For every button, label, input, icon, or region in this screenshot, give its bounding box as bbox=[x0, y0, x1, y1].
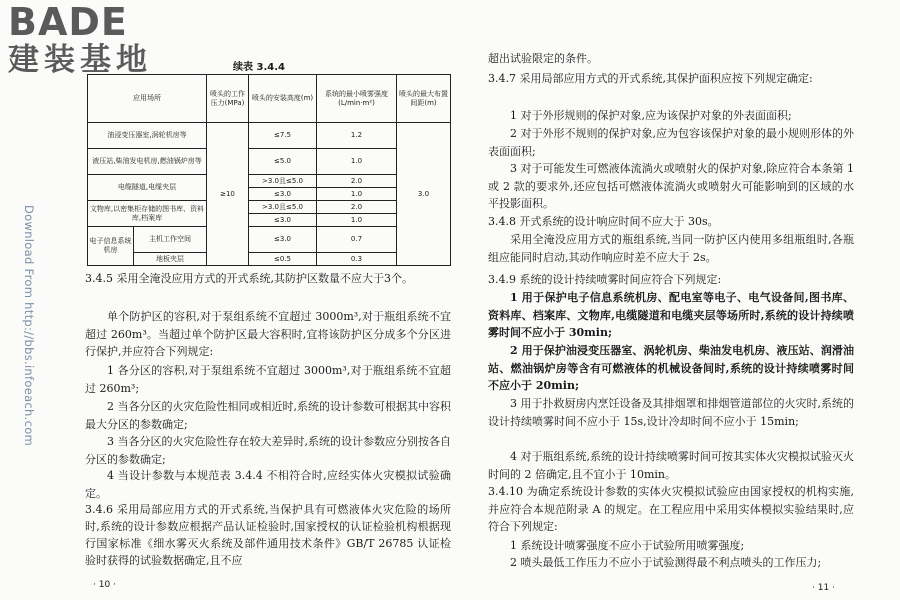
list-item: 1 用于保护电子信息系统机房、配电室等电子、电气设备间,图书库、资料库、档案库、文物库,电缆隧道和电缆夹层等场所时,系统的设计持续喷雾时间不应小于 30min; bbox=[488, 291, 854, 339]
cell-place: 电缆隧道,电缆夹层 bbox=[88, 175, 207, 201]
list-item: 1 系统设计喷雾强度不应小于试验所用喷雾强度; bbox=[510, 539, 745, 552]
paragraph: 超出试验限定的条件。 bbox=[488, 52, 598, 65]
table-header-row bbox=[88, 75, 451, 123]
clause-3-4-9: 3.4.9 系统的设计持续喷雾时间应符合下列规定: bbox=[488, 273, 722, 286]
clause-3-4-7: 3.4.7 采用局部应用方式的开式系统,其保护面积应按下列规定确定: bbox=[488, 72, 813, 85]
header-place: 应用场所 bbox=[88, 75, 207, 123]
cell-height: ≤3.0 bbox=[249, 188, 317, 201]
clause-3-4-5: 3.4.5 采用全淹没应用方式的开式系统,其防护区数量不应大于3个。 bbox=[85, 272, 413, 285]
brand-name: BADE bbox=[8, 0, 128, 44]
table-row bbox=[88, 175, 451, 188]
cell-place: 文物库,以密集柜存储的图书库、资料库,档案库 bbox=[88, 201, 207, 227]
header-height: 喷头的安装高度(m) bbox=[249, 75, 317, 123]
cell-place: 油浸变压器室,涡轮机房等 bbox=[88, 123, 207, 149]
header-spacing: 喷头的最大布置间距(m) bbox=[397, 75, 451, 123]
table-row bbox=[88, 149, 451, 175]
brand-name-cn: 建装基地 bbox=[8, 42, 152, 78]
clause-3-4-8: 3.4.8 开式系统的设计响应时间不应大于 30s。 bbox=[488, 215, 719, 228]
cell-height: >3.0且≤5.0 bbox=[249, 175, 317, 188]
cell-height: >3.0且≤5.0 bbox=[249, 201, 317, 214]
paragraph: 单个防护区的容积,对于泵组系统不宜超过 3000m³,对于瓶组系统不宜超过 260m³。当超过单个防护区最大容积时,宜将该防护区分成多个分区进行保护,并应符合下列规定: bbox=[85, 310, 451, 358]
list-item: 2 对于外形不规则的保护对象,应为包容该保护对象的最小规则形体的外表面面积; bbox=[488, 127, 854, 158]
cell-sub: 主机工作空间 bbox=[134, 227, 207, 253]
table-row bbox=[88, 123, 451, 149]
cell-sub: 地板夹层 bbox=[134, 253, 207, 266]
list-item: 3 用于扑救厨房内烹饪设备及其排烟罩和排烟管道部位的火灾时,系统的设计持续喷雾时间不应小于 15s,设计冷却时间不应小于 15min; bbox=[488, 397, 854, 428]
cell-intensity: 1.0 bbox=[317, 214, 397, 227]
cell-height: ≤0.5 bbox=[249, 253, 317, 266]
left-page bbox=[75, 0, 450, 600]
right-page bbox=[482, 0, 854, 600]
cell-intensity: 2.0 bbox=[317, 175, 397, 188]
cell-intensity: 0.7 bbox=[317, 227, 397, 253]
page-number-left: · 10 · bbox=[93, 580, 116, 590]
list-item: 3 当各分区的火灾危险性存在较大差异时,系统的设计参数应分别按各自分区的参数确定; bbox=[85, 435, 451, 466]
cell-group: 电子信息系统机房 bbox=[88, 227, 134, 266]
table-title: 续表 3.4.4 bbox=[233, 62, 285, 73]
list-item: 4 当设计参数与本规范表 3.4.4 不相符合时,应经实体火灾模拟试验确定。 bbox=[85, 469, 451, 500]
list-item: 1 对于外形规则的保护对象,应为该保护对象的外表面面积; bbox=[510, 109, 792, 122]
spec-table bbox=[87, 74, 451, 266]
cell-intensity: 1.0 bbox=[317, 149, 397, 175]
paragraph: 采用全淹没应用方式的瓶组系统,当同一防护区内使用多组瓶组时,各瓶组应能同时启动,其动作响应时差不应大于 2s。 bbox=[488, 233, 854, 264]
table-row bbox=[88, 227, 451, 253]
cell-height: ≤3.0 bbox=[249, 227, 317, 253]
list-item: 2 用于保护油浸变压器室、涡轮机房、柴油发电机房、液压站、润滑油站、燃油锅炉房等含有可燃液体的机械设备间时,系统的设计持续喷雾时间不应小于 20min; bbox=[488, 344, 854, 392]
header-pressure: 喷头的工作压力(MPa) bbox=[207, 75, 249, 123]
cell-place: 液压站,柴油发电机房,燃油锅炉房等 bbox=[88, 149, 207, 175]
table-row bbox=[88, 253, 451, 266]
table-row bbox=[88, 201, 451, 214]
cell-intensity: 2.0 bbox=[317, 201, 397, 214]
list-item: 2 当各分区的火灾危险性相同或相近时,系统的设计参数可根据其中容积最大分区的参数确定; bbox=[85, 400, 451, 431]
cell-height: ≤7.5 bbox=[249, 123, 317, 149]
cell-spacing: 3.0 bbox=[397, 123, 451, 266]
cell-pressure: ≥10 bbox=[207, 123, 249, 266]
cell-intensity: 0.3 bbox=[317, 253, 397, 266]
header-intensity: 系统的最小喷雾强度(L/min·m²) bbox=[317, 75, 397, 123]
cell-intensity: 1.0 bbox=[317, 188, 397, 201]
page-number-right: · 11 · bbox=[812, 583, 835, 593]
clause-3-4-6: 3.4.6 采用局部应用方式的开式系统,当保护具有可燃液体火灾危险的场所时,系统的设计参数应根据产品认证检验时,国家授权的认证检验机构根据现行国家标准《细水雾灭火系统及部件通用技术条件》GB/T 26785 认证检验时获得的试验数据确定,且不应 bbox=[85, 503, 451, 567]
list-item: 2 喷头最低工作压力不应小于试验测得最不利点喷头的工作压力; bbox=[510, 556, 822, 569]
list-item: 1 各分区的容积,对于泵组系统不宜超过 3000m³,对于瓶组系统不宜超过 260m³; bbox=[85, 364, 451, 395]
side-watermark: Download From http://bbs.infoeach.com bbox=[22, 205, 36, 447]
cell-height: ≤3.0 bbox=[249, 214, 317, 227]
cell-height: ≤5.0 bbox=[249, 149, 317, 175]
list-item: 3 对于可能发生可燃液体流淌火或喷射火的保护对象,除应符合本条第 1 或 2 款的要求外,还应包括可燃液体流淌火或喷射火可能影响到的区域的水平投影面积。 bbox=[488, 162, 854, 210]
list-item: 4 对于瓶组系统,系统的设计持续喷雾时间可按其实体火灾模拟试验灭火时间的 2 倍确定,且不宜小于 10min。 bbox=[488, 450, 854, 481]
clause-3-4-10: 3.4.10 为确定系统设计参数的实体火灾模拟试验应由国家授权的机构实施,并应符合本规范附录 A 的规定。在工程应用中采用实体模拟实验结果时,应符合下列规定: bbox=[488, 485, 854, 533]
cell-intensity: 1.2 bbox=[317, 123, 397, 149]
